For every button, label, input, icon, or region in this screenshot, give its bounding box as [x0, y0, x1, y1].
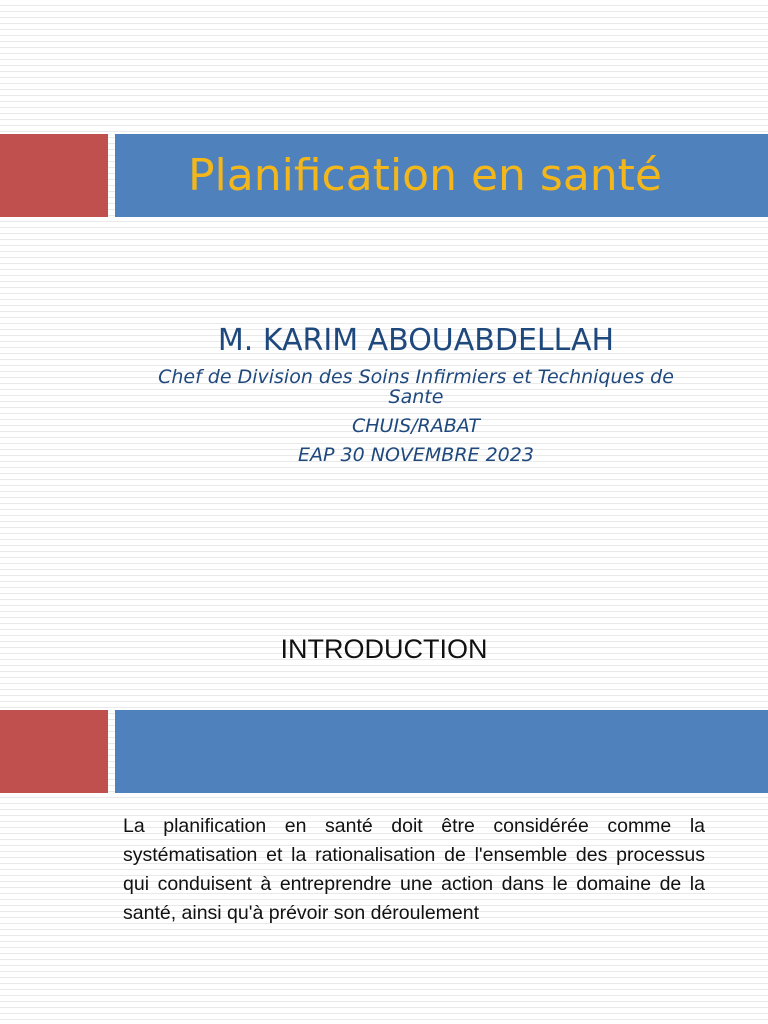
slide-introduction — [0, 574, 768, 1024]
author-role-line2: Sante — [388, 386, 444, 408]
section-heading: INTRODUCTION — [280, 634, 488, 664]
body-paragraph: La planification en santé doit être considérée comme la systématisation et la rationalisation de l'ensemble des processus qui conduisent à entreprendre une action dans le domaine de la santé, ainsi qu'à prévoir son déroulement — [123, 815, 705, 924]
red-accent-block — [0, 710, 108, 793]
presentation-date: EAP 30 NOVEMBRE 2023 — [298, 444, 534, 466]
author-role-line1: Chef de Division des Soins Infirmiers et Techniques de — [158, 366, 674, 388]
red-accent-block — [0, 134, 108, 217]
author-name: M. KARIM ABOUABDELLAH — [217, 323, 615, 358]
presentation-title: Planification en santé — [187, 150, 662, 201]
subtitle-block — [128, 367, 704, 465]
institution: CHUIS/RABAT — [352, 415, 480, 437]
blue-title-bar — [115, 710, 768, 793]
